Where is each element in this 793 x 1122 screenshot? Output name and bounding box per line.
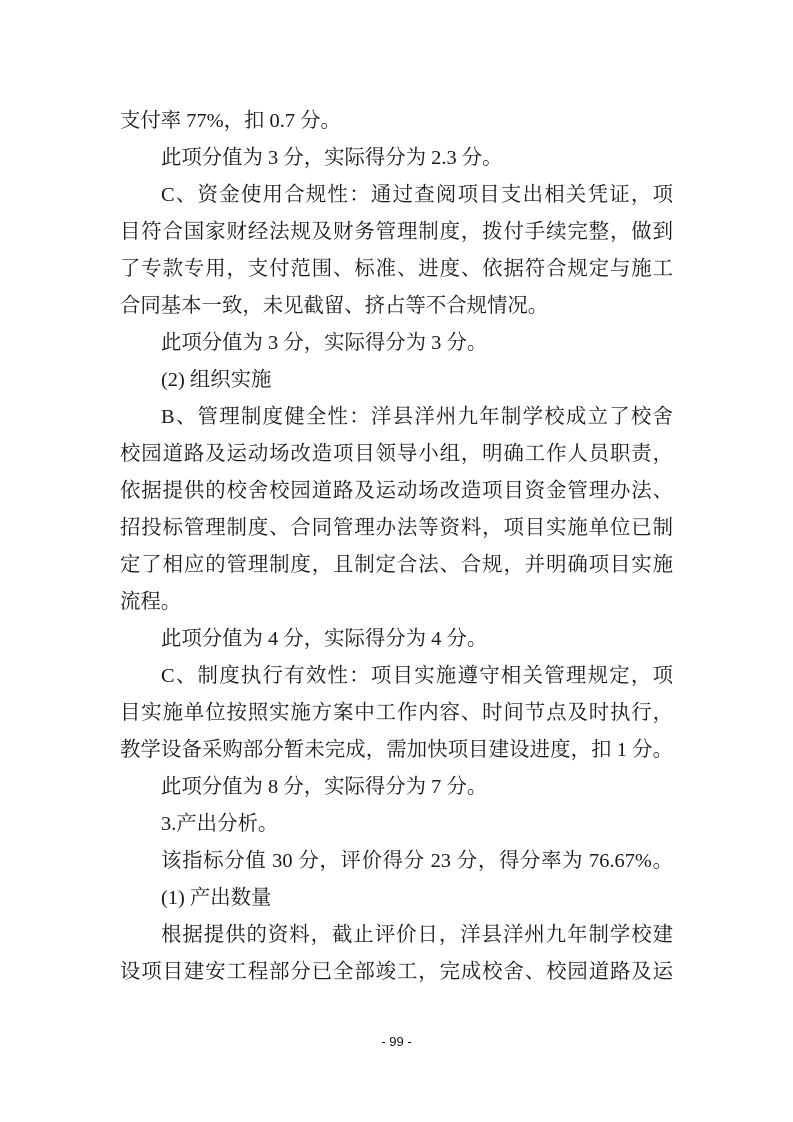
page-number: - 99 -: [381, 1034, 412, 1049]
text-line: 目符合国家财经法规及财务管理制度，拨付手续完整，做到: [120, 221, 673, 243]
text-line: 支付率 77%，扣 0.7 分。: [120, 110, 341, 132]
text-line: 此项分值为 8 分，实际得分为 7 分。: [161, 776, 488, 798]
text-line: 此项分值为 3 分，实际得分为 2.3 分。: [161, 147, 503, 169]
text-line: 目实施单位按照实施方案中工作内容、时间节点及时执行，: [120, 702, 673, 724]
text-line: 定了相应的管理制度，且制定合法、合规，并明确项目实施: [120, 554, 673, 576]
text-line: 依据提供的校舍校园道路及运动场改造项目资金管理办法、: [120, 480, 673, 502]
text-line: 根据提供的资料，截止评价日，洋县洋州九年制学校建: [161, 924, 673, 946]
text-line: 该指标分值 30 分，评价得分 23 分，得分率为 76.67%。: [161, 850, 673, 872]
text-line: C、资金使用合规性：通过查阅项目支出相关凭证，项: [161, 184, 673, 206]
text-line: 流程。: [120, 591, 182, 613]
document-body: [120, 103, 673, 991]
text-line: (1) 产出数量: [161, 887, 272, 909]
text-line: 合同基本一致，未见截留、挤占等不合规情况。: [120, 295, 549, 317]
text-line: 了专款专用，支付范围、标准、进度、依据符合规定与施工: [120, 258, 673, 280]
text-line: C、制度执行有效性：项目实施遵守相关管理规定，项: [161, 665, 673, 687]
text-line: 教学设备采购部分暂未完成，需加快项目建设进度，扣 1 分。: [120, 739, 673, 761]
text-line: 招投标管理制度、合同管理办法等资料，项目实施单位已制: [120, 517, 673, 539]
text-line: (2) 组织实施: [161, 369, 272, 391]
text-line: 此项分值为 3 分，实际得分为 3 分。: [161, 332, 488, 354]
text-line: B、管理制度健全性：洋县洋州九年制学校成立了校舍: [161, 406, 673, 428]
text-line: 校园道路及运动场改造项目领导小组，明确工作人员职责，: [120, 443, 673, 465]
text-line: 此项分值为 4 分，实际得分为 4 分。: [161, 628, 488, 650]
text-line: 设项目建安工程部分已全部竣工，完成校舍、校园道路及运: [120, 961, 673, 983]
text-line: 3.产出分析。: [161, 813, 279, 835]
